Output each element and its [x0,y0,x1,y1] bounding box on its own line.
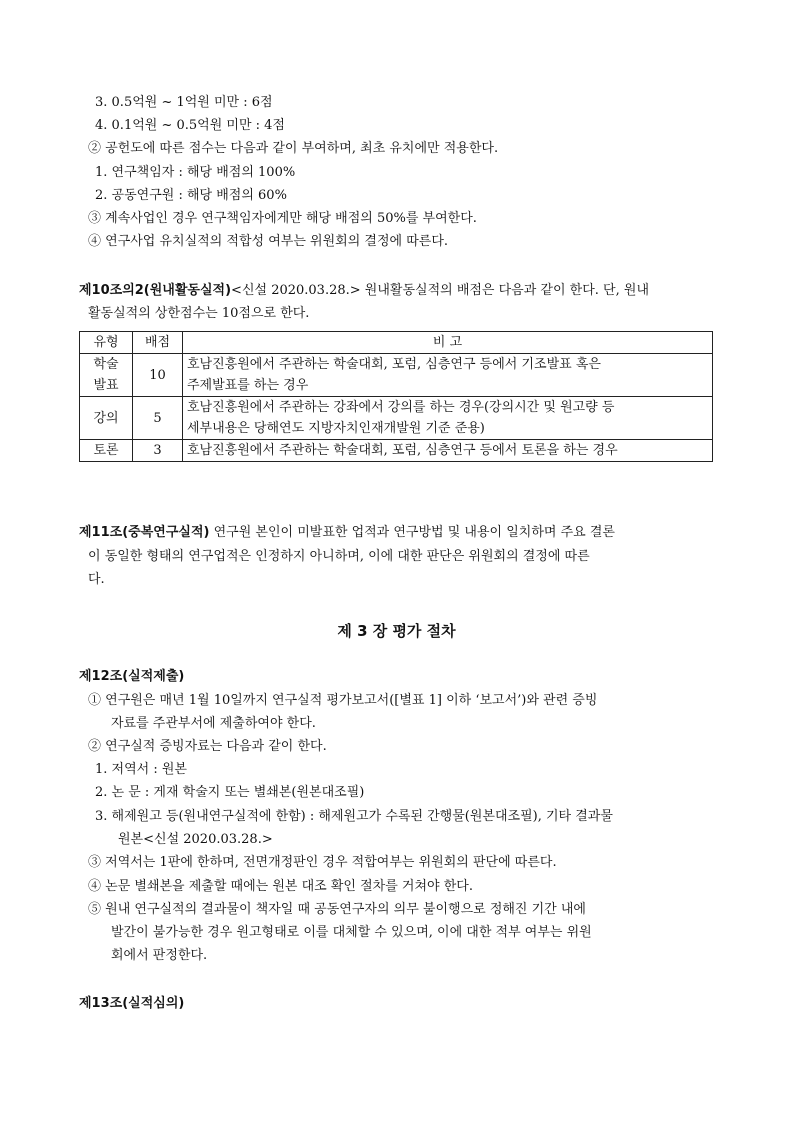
score-cell: 10 [133,354,183,397]
paragraph: ④ 논문 별쇄본을 제출할 때에는 원본 대조 확인 절차를 거쳐야 한다. [88,879,473,894]
type-cell: 학술 발표 [80,354,133,397]
list-item: 4. 0.1억원 ~ 0.5억원 미만 : 4점 [95,118,285,133]
paragraph: ① 연구원은 매년 1월 10일까지 연구실적 평가보고서([별표 1] 이하 ‘보고서’)와 관련 증빙 [88,693,598,708]
column-header-type: 유형 [80,332,133,354]
list-item: 원본<신설 2020.03.28.> [118,832,273,847]
article-heading: 제10조의2(원내활동실적) [79,283,232,298]
note-cell: 호남진흥원에서 주관하는 학술대회, 포럼, 심층연구 등에서 토론을 하는 경우 [183,440,713,462]
paragraph: ② 공헌도에 따른 점수는 다음과 같이 부여하며, 최초 유치에만 적용한다. [88,141,499,156]
paragraph: ③ 저역서는 1판에 한하며, 전면개정판인 경우 적합여부는 위원회의 판단에 따른다. [88,855,557,870]
article-text: 활동실적의 상한점수는 10점으로 한다. [88,306,310,321]
list-item: 1. 저역서 : 원본 [95,762,187,777]
note-cell: 호남진흥원에서 주관하는 학술대회, 포럼, 심층연구 등에서 기조발표 혹은 주제발표를 하는 경우 [183,354,713,397]
score-cell: 5 [133,397,183,440]
paragraph: 회에서 판정한다. [111,948,208,963]
paragraph: ④ 연구사업 유치실적의 적합성 여부는 위원회의 결정에 따른다. [88,234,449,249]
table-row [80,397,713,440]
article-text: 다. [88,572,105,587]
article-text: 이 동일한 형태의 연구업적은 인정하지 아니하며, 이에 대한 판단은 위원회의 결정에 따른 [88,549,590,564]
article-heading: 제11조(중복연구실적) [79,525,210,540]
list-item: 3. 0.5억원 ~ 1억원 미만 : 6점 [95,95,273,110]
table-row [80,440,713,462]
paragraph: 자료를 주관부서에 제출하여야 한다. [111,716,316,731]
chapter-title: 제 3 장 평가 절차 [337,622,456,640]
note-cell: 호남진흥원에서 주관하는 강좌에서 강의를 하는 경우(강의시간 및 원고량 등 세부내용은 당해연도 지방자치인재개발원 기준 준용) [183,397,713,440]
article-11-line [79,524,615,542]
paragraph: ⑤ 원내 연구실적의 결과물이 책자일 때 공동연구자의 의무 불이행으로 정해진 기간 내에 [88,902,586,917]
type-cell: 토론 [80,440,133,462]
table-row [80,354,713,397]
column-header-score: 배점 [133,332,183,354]
activity-score-table [79,331,713,462]
score-cell: 3 [133,440,183,462]
paragraph: 발간이 불가능한 경우 원고형태로 이를 대체할 수 있으며, 이에 대한 적부 여부는 위원 [111,925,592,940]
type-cell: 강의 [80,397,133,440]
column-header-note: 비 고 [183,332,713,354]
paragraph: ② 연구실적 증빙자료는 다음과 같이 한다. [88,739,327,754]
article-10-2-line [79,282,649,300]
article-text: 연구원 본인이 미발표한 업적과 연구방법 및 내용이 일치하며 주요 결론 [209,525,615,540]
article-heading: 제13조(실적심의) [79,996,185,1011]
paragraph: ③ 계속사업인 경우 연구책임자에게만 해당 배점의 50%를 부여한다. [88,211,477,226]
list-item: 1. 연구책임자 : 해당 배점의 100% [95,165,296,180]
list-item: 2. 논 문 : 게재 학술지 또는 별쇄본(원본대조필) [95,785,365,800]
article-text: <신설 2020.03.28.> 원내활동실적의 배점은 다음과 같이 한다. 단, 원내 [231,283,649,298]
list-item: 3. 해제원고 등(원내연구실적에 한함) : 해제원고가 수록된 간행물(원본대조필), 기타 결과물 [95,809,613,824]
article-heading: 제12조(실적제출) [79,669,185,684]
table-header-row [80,332,713,354]
list-item: 2. 공동연구원 : 해당 배점의 60% [95,188,287,203]
